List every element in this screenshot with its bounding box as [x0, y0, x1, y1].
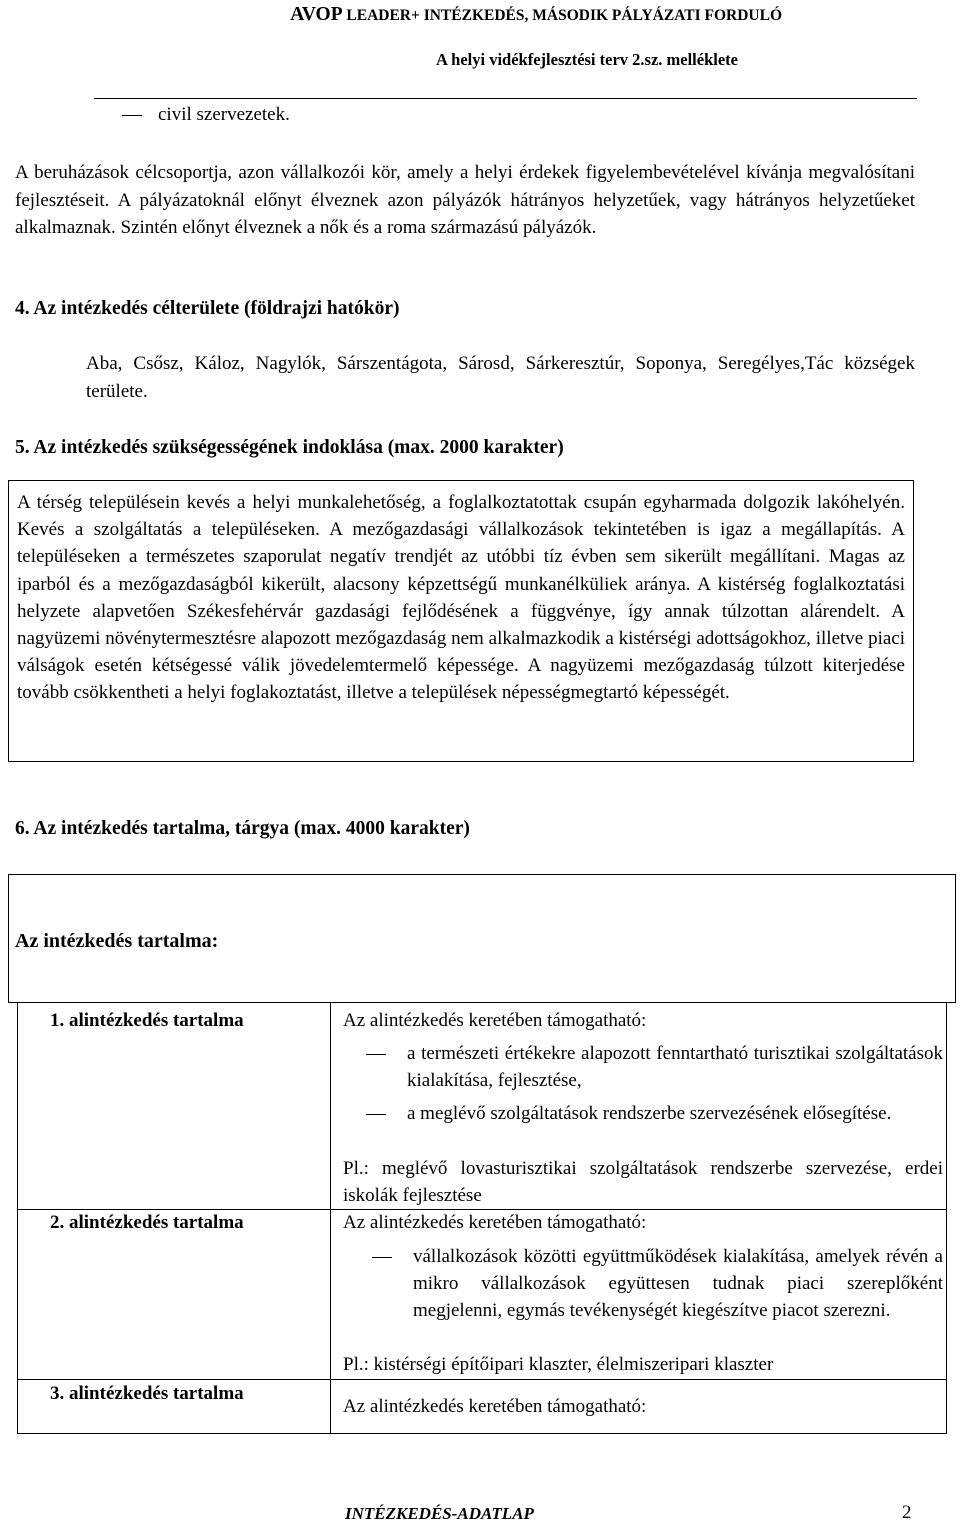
section-5-heading: 5. Az intézkedés szükségességének indoklása (max. 2000 karakter) [15, 437, 564, 458]
table-bottom-border [17, 1433, 947, 1434]
row-1-bullet-2: a meglévő szolgáltatások rendszerbe szervezésének elősegítése. [407, 1103, 892, 1124]
table-left-border-top [8, 874, 9, 1002]
footer-title: INTÉZKEDÉS-ADATLAP [345, 1504, 534, 1523]
header-rule [94, 98, 917, 99]
content-label: Az intézkedés tartalma: [15, 930, 219, 952]
row-2-label: 2. alintézkedés tartalma [50, 1212, 244, 1233]
row-1-label: 1. alintézkedés tartalma [50, 1010, 244, 1031]
document-header-subtitle: A helyi vidékfejlesztési terv 2.sz. melléklete [436, 50, 738, 69]
header-avop: AVOP [290, 4, 347, 25]
bullet-civil [122, 104, 290, 126]
dash-icon [122, 115, 142, 116]
row-1-bullet-1: a természeti értékekre alapozott fenntartható turisztikai szolgáltatások kialakítása, fejlesztése, [407, 1043, 943, 1091]
section-5-text: A térség településein kevés a helyi munkalehetőség, a foglalkoztatottak csupán egyharmada dolgozik lakóhelyén. Kevés a szolgáltatás a településeken. A mezőgazdasági vállalkozások tekintetében is igaz a megállapítás. A településeken a természetes szaporulat negatív trendjét az utóbbi tíz évben sem sikerült megállítani. Magas az iparból és a mezőgazdaságból kikerült, alacsony képzettségű munkanélküliek aránya. A kistérség foglalkoztatási helyzete alapvetően Székesfehérvár gazdasági fejlődésének a függvénye, így annak túlzottan alárendelt. A nagyüzemi növénytermesztésre alapozott mezőgazdaság nem alkalmazkodik a kistérségi adottságokhoz, illetve piaci válságok esetén kétségessé válik jövedelemtermelő képessége. A nagyüzemi mezőgazdaság túlzott kiterjedése tovább csökkentheti a helyi foglakoztatást, illetve a települések népességmegtartó képességét. [17, 492, 905, 704]
table-row-divider-2 [17, 1379, 947, 1380]
row-3-label: 3. alintézkedés tartalma [50, 1383, 244, 1404]
dash-icon [366, 1114, 386, 1115]
section-5-box [8, 480, 914, 762]
row-2-example: Pl.: kistérségi építőipari klaszter, élelmiszeripari klaszter [343, 1354, 774, 1375]
table-right-border-top [955, 874, 956, 1002]
page-number: 2 [902, 1502, 912, 1523]
table-row-divider-1 [17, 1209, 947, 1210]
target-group-paragraph: A beruházások célcsoportja, azon vállalkozói kör, amely a helyi érdekek figyelembevételével kívánja megvalósítani fejlesztéseit. A pályázatoknál előnyt élveznek azon pályázók hátrányos helyzetűek, vagy hátrányos helyzetűeket alkalmaznak. Szintén előnyt élveznek a nők és a roma származású pályázók. [15, 162, 915, 238]
row-2-bullet-1: vállalkozások közötti együttműködések kialakítása, amelyek révén a mikro vállalkozások együttesen tudnak piaci szereplőként megjelenni, egymás tevékenységét kiegészítve piacot szerezni. [413, 1246, 943, 1321]
dash-icon [366, 1054, 386, 1055]
row-3-intro: Az alintézkedés keretében támogatható: [343, 1396, 647, 1417]
table-top-border [8, 874, 956, 875]
table-header-separator [8, 1002, 956, 1003]
dash-icon [372, 1257, 392, 1258]
section-4-heading: 4. Az intézkedés célterülete (földrajzi hatókör) [15, 298, 400, 319]
table-right-border [946, 1002, 947, 1434]
header-title-rest: LEADER+ INTÉZKEDÉS, MÁSODIK PÁLYÁZATI FORDULÓ [346, 7, 782, 24]
document-header-title [290, 4, 782, 26]
bullet-civil-text: civil szervezetek. [158, 104, 290, 125]
row-2-intro: Az alintézkedés keretében támogatható: [343, 1212, 647, 1233]
table-left-border [17, 1002, 18, 1434]
row-1-intro: Az alintézkedés keretében támogatható: [343, 1010, 647, 1031]
section-6-heading: 6. Az intézkedés tartalma, tárgya (max. 4000 karakter) [15, 818, 470, 839]
table-column-divider [330, 1002, 331, 1434]
section-4-text: Aba, Csősz, Káloz, Nagylók, Sárszentágota, Sárosd, Sárkeresztúr, Soponya, Seregélyes,Tác községek területe. [86, 353, 915, 402]
row-1-example: Pl.: meglévő lovasturisztikai szolgáltatások rendszerbe szervezése, erdei iskolák fejlesztése [343, 1158, 943, 1206]
